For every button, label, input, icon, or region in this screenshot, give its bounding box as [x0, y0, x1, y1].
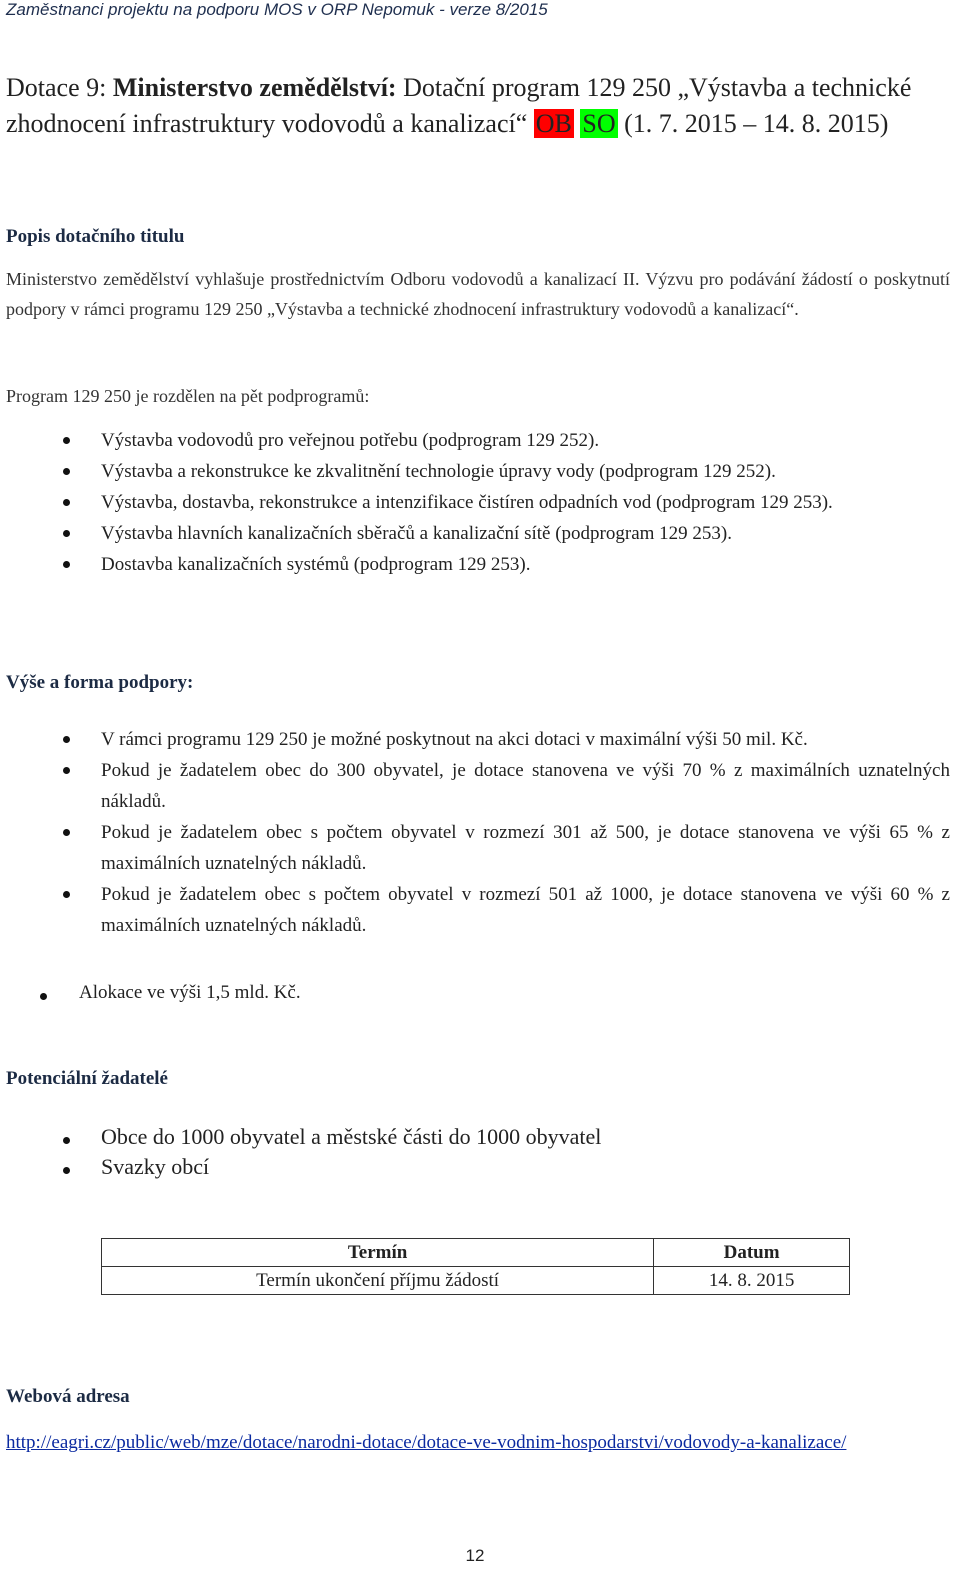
- list-item: Výstavba a rekonstrukce ke zkvalitnění technologie úpravy vody (podprogram 129 252).: [0, 456, 950, 487]
- zadatele-title: Potenciální žadatelé: [6, 1068, 168, 1089]
- table-cell: 14. 8. 2015: [654, 1267, 850, 1295]
- list-item: Výstavba hlavních kanalizačních sběračů a kanalizační sítě (podprogram 129 253).: [0, 518, 950, 549]
- list-item: Dostavba kanalizačních systémů (podprogram 129 253).: [0, 549, 950, 580]
- tag-ob: OB: [535, 109, 572, 138]
- page-number: 12: [465, 1546, 485, 1565]
- bullet-icon: [63, 767, 70, 774]
- heading-ministry: Ministerstvo zemědělství:: [112, 73, 397, 102]
- table-header-cell: Datum: [654, 1239, 850, 1267]
- bullet-icon: [40, 993, 47, 1000]
- heading-dates: (1. 7. 2015 – 14. 8. 2015): [617, 109, 889, 138]
- bullet-icon: [63, 437, 70, 444]
- list-item: Svazky obcí: [0, 1154, 950, 1184]
- list-item: Výstavba, dostavba, rekonstrukce a intenzifikace čistíren odpadních vod (podprogram 129 253).: [0, 487, 950, 518]
- popis-text: Ministerstvo zemědělství vyhlašuje prostřednictvím Odboru vodovodů a kanalizací II. Výzvu pro podávání žádostí o poskytnutí podpory v rámci programu 129 250 „Výstavba a technické zhodnocení infrastruktury vodovodů a kanalizací“.: [6, 269, 950, 319]
- table-cell: Termín ukončení příjmu žádostí: [102, 1267, 654, 1295]
- web-link[interactable]: http://eagri.cz/public/web/mze/dotace/narodni-dotace/dotace-ve-vodnim-hospodarstvi/vodovody-a-kanalizace/: [6, 1432, 847, 1453]
- heading-prefix: Dotace 9:: [6, 73, 113, 102]
- bullet-icon: [63, 561, 70, 568]
- list-item: Pokud je žadatelem obec do 300 obyvatel, je dotace stanovena ve výši 70 % z maximálních uznatelných nákladů.: [0, 755, 950, 817]
- deadline-table: [101, 1238, 850, 1295]
- section-heading: [6, 70, 950, 142]
- list-item: Obce do 1000 obyvatel a městské části do 1000 obyvatel: [0, 1124, 950, 1154]
- list-item: Pokud je žadatelem obec s počtem obyvatel v rozmezí 501 až 1000, je dotace stanovena ve výši 60 % z maximálních uznatelných nákladů.: [0, 879, 950, 941]
- list-item: V rámci programu 129 250 je možné poskytnout na akci dotaci v maximální výši 50 mil. Kč.: [0, 724, 950, 755]
- web-title: Webová adresa: [6, 1386, 130, 1407]
- vyse-title: Výše a forma podpory:: [6, 672, 194, 693]
- bullet-icon: [63, 891, 70, 898]
- bullet-icon: [63, 736, 70, 743]
- bullet-icon: [63, 829, 70, 836]
- program-intro: Program 129 250 je rozdělen na pět podprogramů:: [6, 386, 370, 406]
- zadatele-list: [0, 1124, 950, 1184]
- bullet-icon: [63, 1137, 70, 1144]
- popis-title: Popis dotačního titulu: [6, 226, 185, 247]
- table-header-cell: Termín: [102, 1239, 654, 1267]
- table-row: [102, 1267, 850, 1295]
- list-item: Výstavba vodovodů pro veřejnou potřebu (podprogram 129 252).: [0, 425, 950, 456]
- bullet-icon: [63, 530, 70, 537]
- podprogram-list: [0, 425, 950, 580]
- tag-so: SO: [582, 109, 616, 138]
- running-header: Zaměstnanci projektu na podporu MOS v ORP Nepomuk - verze 8/2015: [6, 0, 548, 19]
- bullet-icon: [63, 499, 70, 506]
- document-page: Zaměstnanci projektu na podporu MOS v ORP Nepomuk - verze 8/2015 Dotace 9: Ministerstvo zemědělství: Dotační program 129 250 „Výstavba a technické zhodnocení infrastruktury vodovodů a kanalizací“ OB SO (1. 7. 2015 – 14. 8. 2015) Popis dotačního titulu Ministerstvo zemědělství vyhlašuje prostřednictvím Odboru vodovodů a kanalizací II. Výzvu pro podávání žádostí o poskytnutí podpory v rámci programu 129 250 „Výstavba a technické zhodnocení infrastruktury vodovodů a kanalizací“. Program 129 250 je rozdělen na pět podprogramů: Výstavba vodovodů pro veřejnou potřebu (podprogram 129 252). Výstavba a rekonstrukce ke zkvalitnění technologie úpravy vody (podprogram 129 252). Výstavba, dostavba, rekonstrukce a intenzifikace čistíren odpadních vod (podprogram 129 253). Výstavba hlavních kanalizačních sběračů a kanalizační sítě (podprogram 129 253). Dostavba kanalizačních systémů (podprogram 129 253). Výše a forma podpory: V rámci programu 129 250 je možné poskytnout na akci dotaci v maximální výši 50 mil. Kč. Pokud je žadatelem obec do 300 obyvatel, je dotace stanovena ve výši 70 % z maximálních uznatelných nákladů. Pokud je žadatelem obec s počtem obyvatel v rozmezí 301 až 500, je dotace stanovena ve výši 65 % z maximálních uznatelných nákladů. Pokud je žadatelem obec s počtem obyvatel v rozmezí 501 až 1000, je dotace stanovena ve výši 60 % z maximálních uznatelných nákladů. Alokace ve výši 1,5 mld. Kč. Potenciální žadatelé Obce do 1000 obyvatel a městské části do 1000 obyvatel Svazky obcí Termín Datum Termín ukončení příjmu žádostí 14. 8. 2015 Webová adresa http://eagri.cz/public/web/mze/dotace/narodni-dotace/dotace-ve-vodnim-hospodarstvi/vodovody-a-kanalizace/ 12: [0, 0, 960, 1584]
- bullet-icon: [63, 1167, 70, 1174]
- heading-program-title: Dotační program 129 250 „Výstavba a technické zhodnocení infrastruktury vodovodů a kanalizací“: [6, 73, 912, 138]
- bullet-icon: [63, 468, 70, 475]
- vyse-list: [0, 724, 950, 941]
- table-header-row: [102, 1239, 850, 1267]
- list-item: Pokud je žadatelem obec s počtem obyvatel v rozmezí 301 až 500, je dotace stanovena ve výši 65 % z maximálních uznatelných nákladů.: [0, 817, 950, 879]
